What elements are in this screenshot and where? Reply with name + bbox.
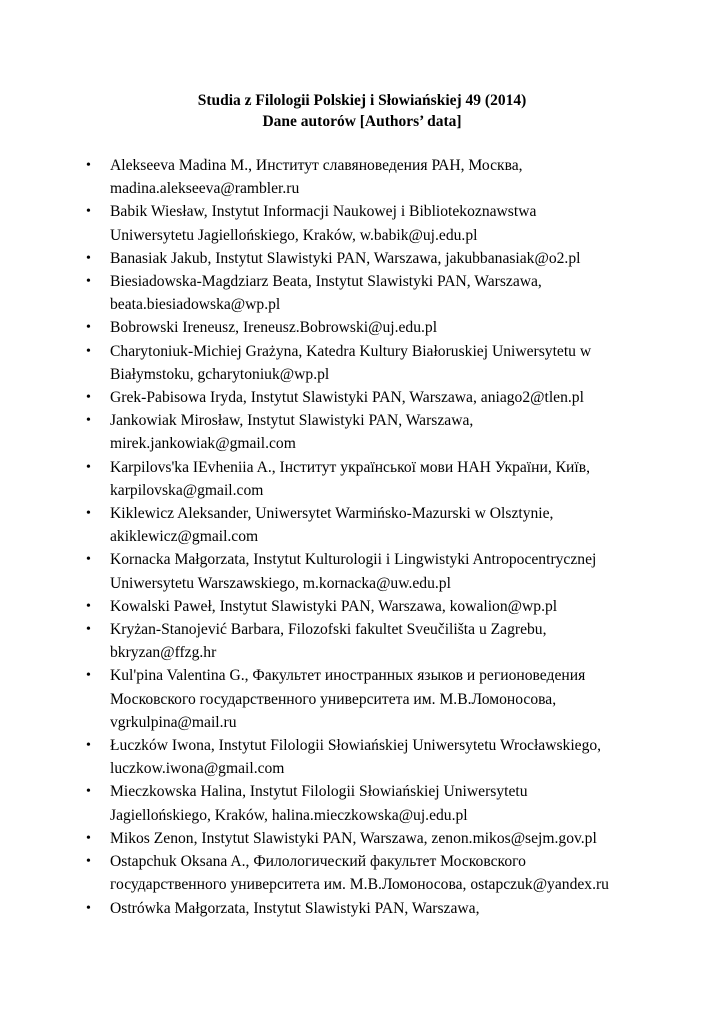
author-entry-line: Ostrówka Małgorzata, Instytut Slawistyki PAN, Warszawa, [110,899,480,917]
author-entry [0,247,724,270]
author-entry-line: Kiklewicz Aleksander, Uniwersytet Warmińsko-Mazurski w Olsztynie, [110,505,554,523]
author-entry [0,618,724,664]
author-list [0,154,724,920]
bullet-icon: • [86,413,91,429]
author-entry-line: Babik Wiesław, Instytut Informacji Naukowej i Bibliotekoznawstwa [110,203,537,221]
author-entry-line: Banasiak Jakub, Instytut Slawistyki PAN, Warszawa, jakubbanasiak@o2.pl [110,249,581,267]
author-entry [0,340,724,386]
author-entry-line: Ostapchuk Oksana A., Филологический факультет Московского [110,853,526,871]
author-entry [0,386,724,409]
author-entry-line: Kowalski Paweł, Instytut Slawistyki PAN, Warszawa, kowalion@wp.pl [110,597,558,615]
bullet-icon: • [86,900,91,916]
author-entry [0,154,724,200]
author-entry-line: Mieczkowska Halina, Instytut Filologii Słowiańskiej Uniwersytetu [110,783,528,801]
section-subtitle: Dane autorów [Authors’ data] [262,113,462,130]
author-entry-line: Jankowiak Mirosław, Instytut Slawistyki PAN, Warszawa, [110,412,474,430]
bullet-icon: • [86,830,91,846]
bullet-icon: • [86,250,91,266]
bullet-icon: • [86,390,91,406]
author-entry-line: Mikos Zenon, Instytut Slawistyki PAN, Warszawa, zenon.mikos@sejm.gov.pl [110,829,597,847]
author-entry [0,780,724,826]
bullet-icon: • [86,343,91,359]
author-entry-line: Alekseeva Madina M., Институт славяноведения РАН, Москва, [110,157,523,174]
author-entry-line: Московского государственного университета им. М.В.Ломоносова, [110,690,557,708]
author-entry-line: Karpilovs'ka IEvheniia A., Інститут української мови НАН України, Київ, [110,458,590,476]
bullet-icon: • [86,622,91,638]
bullet-icon: • [86,320,91,336]
bullet-icon: • [86,552,91,568]
author-entry [0,548,724,594]
bullet-icon: • [86,158,91,173]
author-entry-line: государственного университета им. М.В.Ломоносова, ostapczuk@yandex.ru [110,876,609,894]
bullet-icon: • [86,598,91,614]
journal-title: Studia z Filologii Polskiej i Słowiańskiej 49 (2014) [197,92,527,109]
author-entry-line: Łuczków Iwona, Instytut Filologii Słowiańskiej Uniwersytetu Wrocławskiego, [110,737,602,755]
bullet-icon: • [86,738,91,754]
author-entry-line: bkryzan@ffzg.hr [110,644,217,662]
author-entry-line: Białymstoku, gcharytoniuk@wp.pl [110,365,330,383]
bullet-icon: • [86,784,91,800]
author-entry [0,664,724,734]
author-entry [0,595,724,618]
bullet-icon: • [86,854,91,870]
author-entry-line: Uniwersytetu Jagiellońskiego, Kraków, w.babik@uj.edu.pl [110,226,478,244]
bullet-icon: • [86,459,91,475]
author-entry [0,316,724,339]
bullet-icon: • [86,506,91,522]
author-entry-line: Kul'pina Valentina G., Факультет иностранных языков и регионоведения [110,667,586,685]
author-entry-line: Bobrowski Ireneusz, Ireneusz.Bobrowski@uj.edu.pl [110,319,438,337]
author-entry-line: madina.alekseeva@rambler.ru [110,180,300,198]
author-entry [0,502,724,548]
author-entry [0,456,724,502]
author-entry-line: beata.biesiadowska@wp.pl [110,296,281,314]
author-entry-line: Jagiellońskiego, Kraków, halina.mieczkowska@uj.edu.pl [110,806,468,824]
author-entry [0,270,724,316]
author-entry [0,827,724,850]
author-entry-line: Kornacka Małgorzata, Instytut Kulturologii i Lingwistyki Antropocentrycznej [110,551,597,569]
author-entry [0,409,724,455]
author-entry [0,897,724,920]
author-entry-line: mirek.jankowiak@gmail.com [110,435,296,453]
author-entry [0,200,724,246]
author-entry-line: luczkow.iwona@gmail.com [110,760,285,778]
author-entry-line: Uniwersytetu Warszawskiego, m.kornacka@uw.edu.pl [110,574,451,592]
author-entry [0,734,724,780]
author-entry-line: vgrkulpina@mail.ru [110,713,237,731]
bullet-icon: • [86,274,91,290]
document-header [0,90,724,132]
bullet-icon: • [86,204,91,220]
author-entry [0,850,724,896]
bullet-icon: • [86,668,91,684]
author-entry-line: Kryżan-Stanojević Barbara, Filozofski fakultet Sveučilišta u Zagrebu, [110,621,547,639]
author-entry-line: karpilovska@gmail.com [110,481,264,499]
author-entry-line: Grek-Pabisowa Iryda, Instytut Slawistyki PAN, Warszawa, aniago2@tlen.pl [110,389,584,407]
author-entry-line: Charytoniuk-Michiej Grażyna, Katedra Kultury Białoruskiej Uniwersytetu w [110,342,592,360]
author-entry-line: Biesiadowska-Magdziarz Beata, Instytut Slawistyki PAN, Warszawa, [110,273,542,291]
author-entry-line: akiklewicz@gmail.com [110,528,259,546]
